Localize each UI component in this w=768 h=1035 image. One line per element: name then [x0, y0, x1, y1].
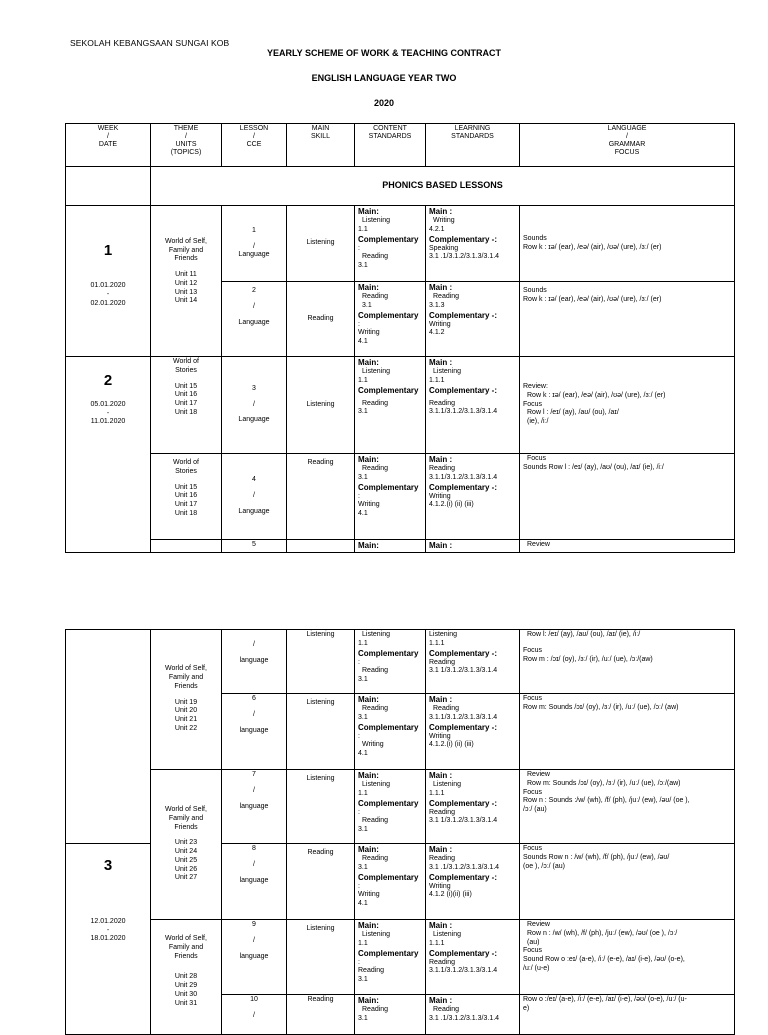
lesson-cell: 9 / language — [222, 920, 287, 995]
week-cell: 2 05.01.2020 - 11.01.2020 — [66, 357, 151, 553]
theme-cell: World of Stories Unit 15 Unit 16 Unit 17 Unit 18 — [151, 357, 222, 454]
header-lesson: LESSON / CCE — [222, 124, 287, 167]
header-row — [66, 124, 735, 167]
theme-cell: World of Self, Family and Friends Unit 11 Unit 12 Unit 13 Unit 14 — [151, 206, 222, 357]
scheme-table-page1 — [65, 123, 735, 553]
skill-cell: Reading — [287, 995, 355, 1035]
lesson-cell: 7 / language — [222, 770, 287, 844]
table-row — [66, 206, 735, 282]
lesson-cell: 5 — [222, 540, 287, 553]
content-standard-cell: Main: Listening 1.1 Complementary : Reading 3.1 — [355, 206, 426, 282]
theme-cell: World of Self, Family and Friends Unit 19 Unit 20 Unit 21 Unit 22 — [151, 630, 222, 770]
learning-standard-cell: Listening 1.1.1 Complementary -: Reading 3.1 1/3.1.2/3.1.3/3.1.4 — [426, 630, 520, 694]
lesson-cell: 3 / Language — [222, 357, 287, 454]
table-row — [66, 770, 735, 844]
skill-cell: Listening — [287, 770, 355, 844]
learning-standard-cell: Main : — [426, 540, 520, 553]
skill-cell: Listening — [287, 357, 355, 454]
header-week: WEEK / DATE — [66, 124, 151, 167]
header-skill: MAIN SKILL — [287, 124, 355, 167]
week-number: 2 — [103, 372, 113, 389]
header-grammar: LANGUAGE / GRAMMAR FOCUS — [520, 124, 735, 167]
content-standard-cell: Main: Reading 3.1 Complementary : Writing 4.1 — [355, 282, 426, 357]
learning-standard-cell: Main : Reading 3.1.3 Complementary -: Writing 4.1.2 — [426, 282, 520, 357]
skill-cell: Reading — [287, 282, 355, 357]
learning-standard-cell: Main : Listening 1.1.1 Complementary -: Reading 3.1 1/3.1.2/3.1.3/3.1.4 — [426, 770, 520, 844]
content-standard-cell: Main: Listening 1.1 Complementary Reading 3.1 — [355, 357, 426, 454]
week-cell: 1 01.01.2020 - 02.01.2020 — [66, 206, 151, 357]
learning-standard-cell: Main : Reading 3.1.1/3.1.2/3.1.3/3.1.4 Complementary -: Writing 4.1.2.(i) (ii) (iii) — [426, 454, 520, 540]
grammar-cell: Sounds Row k : ɪə/ (ear), /eə/ (air), /ʊə/ (ure), /ɜː/ (er) — [520, 206, 735, 282]
lesson-cell: 1 / Language — [222, 206, 287, 282]
grammar-cell: Sounds Row k : ɪə/ (ear), /eə/ (air), /ʊə/ (ure), /ɜː/ (er) — [520, 282, 735, 357]
content-standard-cell: Main: Listening 1.1 Complementary : Reading 3.1 — [355, 920, 426, 995]
lesson-cell: 4 / Language — [222, 454, 287, 540]
learning-standard-cell: Main : Listening 1.1.1 Complementary -: Reading 3.1.1/3.1.2/3.1.3/3.1.4 — [426, 920, 520, 995]
skill-cell: Listening — [287, 694, 355, 770]
document-year: 2020 — [373, 98, 395, 108]
phonics-row — [66, 167, 735, 206]
learning-standard-cell: Main : Writing 4.2.1 Complementary -: Speaking 3.1 .1/3.1.2/3.1.3/3.1.4 — [426, 206, 520, 282]
table-row — [66, 454, 735, 540]
scheme-table-page2 — [65, 629, 735, 1035]
lesson-cell: 2 / Language — [222, 282, 287, 357]
header-learning: LEARNING STANDARDS — [426, 124, 520, 167]
theme-cell: World of Stories Unit 15 Unit 16 Unit 17 Unit 18 — [151, 454, 222, 540]
content-standard-cell: Main: Reading 3.1 Complementary : Writing 4.1 — [355, 454, 426, 540]
grammar-cell: Row o :/eɪ/ (a-e), /iː/ (e-e), /aɪ/ (i-e), /əʊ/ (o-e), /uː/ (u- e) — [520, 995, 735, 1035]
theme-cell: World of Self, Family and Friends Unit 23 Unit 24 Unit 25 Unit 26 Unit 27 — [151, 770, 222, 920]
skill-cell: Reading — [287, 454, 355, 540]
table-row — [66, 630, 735, 694]
lesson-cell: 10 / — [222, 995, 287, 1035]
grammar-cell: Row l: /eɪ/ (ay), /aʊ/ (ou), /aɪ/ (ie), /iː/ Focus Row m : /ɔɪ/ (oy), /ɜː/ (ir), /uː/ (ue), /ɔː/(aw) — [520, 630, 735, 694]
content-standard-cell: Main: Reading 3.1 — [355, 995, 426, 1035]
school-name: SEKOLAH KEBANGSAAN SUNGAI KOB — [70, 38, 230, 48]
week-number: 1 — [103, 241, 113, 259]
week-number: 3 — [103, 857, 113, 874]
learning-standard-cell: Main : Reading 3.1 .1/3.1.2/3.1.3/3.1.4 — [426, 995, 520, 1035]
lesson-cell: 6 / language — [222, 694, 287, 770]
grammar-cell: Focus Sounds Row n : /w/ (wh), /f/ (ph), /juː/ (ew), /əʊ/ (oe ), /ɔː/ (au) — [520, 844, 735, 920]
content-standard-cell: Main: Reading 3.1 Complementary : Writing 4.1 — [355, 844, 426, 920]
grammar-cell: Focus Sounds Row l : /eɪ/ (ay), /aʊ/ (ou), /aɪ/ (ie), /iː/ — [520, 454, 735, 540]
week-cell — [66, 630, 151, 844]
document-title: YEARLY SCHEME OF WORK & TEACHING CONTRACT — [266, 48, 501, 58]
content-standard-cell: Main: — [355, 540, 426, 553]
lesson-cell: 8 / language — [222, 844, 287, 920]
phonics-label: PHONICS BASED LESSONS — [151, 167, 735, 206]
learning-standard-cell: Main : Listening 1.1.1 Complementary -: Reading 3.1.1/3.1.2/3.1.3/3.1.4 — [426, 357, 520, 454]
table-row — [66, 357, 735, 454]
table-row — [66, 920, 735, 995]
lesson-cell: / language — [222, 630, 287, 694]
grammar-cell: Review — [520, 540, 735, 553]
grammar-cell: Review Row n : /w/ (wh), /f/ (ph), /juː/ (ew), /əʊ/ (oe ), /ɔː/ (au) Focus Sound Row o :eɪ/ (a-e), /iː/ (e-e), /aɪ/ (i-e), /əʊ/ (o-e), /uː/ (u-e) — [520, 920, 735, 995]
table-row — [66, 540, 735, 553]
skill-cell: Listening — [287, 630, 355, 694]
content-standard-cell: Main: Reading 3.1 Complementary : Writing 4.1 — [355, 694, 426, 770]
skill-cell: Reading — [287, 844, 355, 920]
grammar-cell: Review: Row k : ɪə/ (ear), /eə/ (air), /ʊə/ (ure), /ɜː/ (er) Focus Row l : /eɪ/ (ay), /aʊ/ (ou), /aɪ/ (ie), /iː/ — [520, 357, 735, 454]
week-cell: 3 12.01.2020 - 18.01.2020 — [66, 844, 151, 1035]
content-standard-cell: Listening 1.1 Complementary : Reading 3.1 — [355, 630, 426, 694]
skill-cell: Listening — [287, 206, 355, 282]
theme-cell: World of Self, Family and Friends Unit 28 Unit 29 Unit 30 Unit 31 — [151, 920, 222, 1035]
grammar-cell: Review Row m: Sounds /ɔɪ/ (oy), /ɜː/ (ir), /uː/ (ue), /ɔː/(aw) Focus Row n : Sounds :/w/ (wh), /f/ (ph), /juː/ (ew), /əʊ/ (oe ), /ɔː/ (au) — [520, 770, 735, 844]
header-theme: THEME / UNITS (TOPICS) — [151, 124, 222, 167]
document-subtitle: ENGLISH LANGUAGE YEAR TWO — [311, 73, 457, 83]
skill-cell: Listening — [287, 920, 355, 995]
grammar-cell: Focus Row m: Sounds /ɔɪ/ (oy), /ɜː/ (ir), /uː/ (ue), /ɔː/ (aw) — [520, 694, 735, 770]
learning-standard-cell: Main : Reading 3.1 .1/3.1.2/3.1.3/3.1.4 Complementary -: Writing 4.1.2 (i)(ii) (iii) — [426, 844, 520, 920]
learning-standard-cell: Main : Reading 3.1.1/3.1.2/3.1.3/3.1.4 Complementary -: Writing 4.1.2.(i) (ii) (iii) — [426, 694, 520, 770]
header-content: CONTENT STANDARDS — [355, 124, 426, 167]
content-standard-cell: Main: Listening 1.1 Complementary : Reading 3.1 — [355, 770, 426, 844]
